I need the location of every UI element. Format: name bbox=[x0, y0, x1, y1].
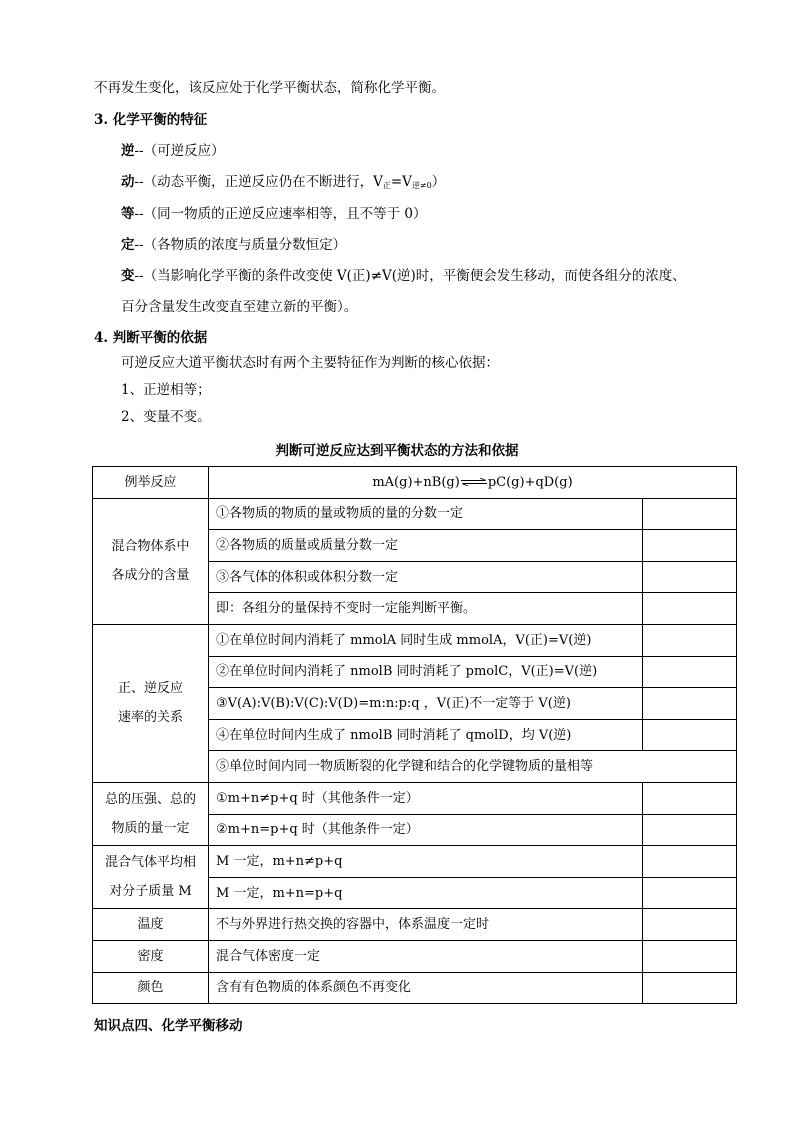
blank-cell bbox=[643, 877, 737, 909]
header-label: 例举反应 bbox=[93, 467, 209, 499]
table-row bbox=[93, 624, 737, 656]
subscript-reverse: 逆≠0 bbox=[411, 181, 432, 190]
blank-cell bbox=[643, 972, 737, 1004]
table-row bbox=[93, 940, 737, 972]
subscript-forward: 正 bbox=[382, 181, 391, 190]
criterion-cell: 不与外界进行热交换的容器中，体系温度一定时 bbox=[209, 909, 643, 941]
reversible-arrow-icon bbox=[461, 478, 487, 486]
criterion-cell: ①在单位时间内消耗了 mmolA 同时生成 mmolA，V(正)=V(逆) bbox=[209, 624, 643, 656]
blank-cell bbox=[643, 814, 737, 846]
criterion-cell: ②m+n=p+q 时（其他条件一定） bbox=[209, 814, 643, 846]
category-density: 密度 bbox=[93, 940, 209, 972]
feature-text: --（可逆反应） bbox=[134, 143, 225, 159]
category-line: 混合物体系中 bbox=[111, 539, 190, 555]
table-title: 判断可逆反应达到平衡状态的方法和依据 bbox=[275, 443, 519, 459]
criterion-cell: ①各物质的物质的量或物质的量的分数一定 bbox=[209, 498, 643, 530]
feature-text-mid: =V bbox=[390, 174, 412, 190]
header-reaction bbox=[209, 467, 737, 499]
category-rates bbox=[93, 624, 209, 782]
section-next-heading: 知识点四、化学平衡移动 bbox=[94, 1018, 243, 1034]
feature-text-tail: ） bbox=[431, 174, 446, 190]
criterion-cell: ②在单位时间内消耗了 nmolB 同时消耗了 pmolC，V(正)=V(逆) bbox=[209, 656, 643, 688]
feature-change-continuation: 百分含量发生改变直至建立新的平衡）。 bbox=[121, 299, 358, 315]
category-line: 各成分的含量 bbox=[111, 568, 190, 584]
feature-key: 定 bbox=[121, 237, 135, 253]
criterion-cell: ③V(A):V(B):V(C):V(D)=m:n:p:q ，V(正)不一定等于 V(逆) bbox=[209, 688, 643, 720]
blank-cell bbox=[643, 624, 737, 656]
feature-key: 动 bbox=[121, 174, 135, 190]
criterion-cell: ①m+n≠p+q 时（其他条件一定） bbox=[209, 782, 643, 814]
table-row bbox=[93, 972, 737, 1004]
table-row bbox=[93, 909, 737, 941]
category-line: 对分子质量 M bbox=[109, 884, 192, 900]
criterion-cell: M 一定，m+n≠p+q bbox=[209, 846, 643, 878]
blank-cell bbox=[643, 846, 737, 878]
table-row bbox=[93, 498, 737, 530]
equilibrium-criteria-table bbox=[92, 466, 737, 1004]
feature-equal bbox=[121, 205, 427, 223]
category-color: 颜色 bbox=[93, 972, 209, 1004]
feature-reversible bbox=[121, 142, 225, 160]
feature-constant bbox=[121, 236, 346, 254]
section3-heading: 3. 化学平衡的特征 bbox=[94, 112, 208, 128]
category-temperature: 温度 bbox=[93, 909, 209, 941]
blank-cell bbox=[643, 909, 737, 941]
criterion-cell: 即：各组分的量保持不变时一定能判断平衡。 bbox=[209, 593, 643, 625]
blank-cell bbox=[643, 688, 737, 720]
feature-text: --（同一物质的正逆反应速率相等，且不等于 0） bbox=[134, 206, 427, 222]
criterion-cell: ⑤单位时间内同一物质断裂的化学键和结合的化学键物质的量相等 bbox=[209, 751, 737, 783]
criterion-cell: ④在单位时间内生成了 nmolB 同时消耗了 qmolD，均 V(逆) bbox=[209, 719, 643, 751]
intro-line: 不再发生变化，该反应处于化学平衡状态，简称化学平衡。 bbox=[94, 80, 445, 96]
feature-text: --（当影响化学平衡的条件改变使 V(正)≠V(逆)时，平衡便会发生移动，而使各组分的浓度、 bbox=[134, 268, 686, 284]
blank-cell bbox=[643, 782, 737, 814]
criterion-cell: 含有有色物质的体系颜色不再变化 bbox=[209, 972, 643, 1004]
feature-text: --（各物质的浓度与质量分数恒定） bbox=[134, 237, 347, 253]
blank-cell bbox=[643, 561, 737, 593]
criterion-cell: ②各物质的质量或质量分数一定 bbox=[209, 530, 643, 562]
blank-cell bbox=[643, 530, 737, 562]
feature-change bbox=[121, 267, 686, 285]
blank-cell bbox=[643, 656, 737, 688]
section4-intro: 可逆反应大道平衡状态时有两个主要特征作为判断的核心依据： bbox=[121, 355, 499, 371]
blank-cell bbox=[643, 719, 737, 751]
table-row bbox=[93, 467, 737, 499]
feature-text: --（动态平衡，正逆反应仍在不断进行，V bbox=[134, 174, 383, 190]
feature-key: 逆 bbox=[121, 143, 135, 159]
table-row bbox=[93, 846, 737, 878]
blank-cell bbox=[643, 940, 737, 972]
section4-point-2: 2、变量不变。 bbox=[121, 409, 211, 425]
section4-heading: 4. 判断平衡的依据 bbox=[94, 330, 208, 346]
category-molar-mass bbox=[93, 846, 209, 909]
category-line: 速率的关系 bbox=[117, 710, 183, 726]
reaction-left: mA(g)+nB(g) bbox=[372, 474, 460, 490]
feature-key: 变 bbox=[121, 268, 135, 284]
category-line: 物质的量一定 bbox=[111, 821, 190, 837]
category-pressure bbox=[93, 782, 209, 845]
feature-dynamic bbox=[121, 173, 445, 195]
table-row bbox=[93, 782, 737, 814]
category-line: 正、逆反应 bbox=[117, 681, 183, 697]
criterion-cell: ③各气体的体积或体积分数一定 bbox=[209, 561, 643, 593]
section4-point-1: 1、正逆相等； bbox=[121, 382, 211, 398]
feature-key: 等 bbox=[121, 206, 135, 222]
criterion-cell: M 一定，m+n=p+q bbox=[209, 877, 643, 909]
category-line: 混合气体平均相 bbox=[104, 855, 196, 871]
blank-cell bbox=[643, 498, 737, 530]
blank-cell bbox=[643, 593, 737, 625]
category-content bbox=[93, 498, 209, 624]
category-line: 总的压强、总的 bbox=[104, 792, 196, 808]
criterion-cell: 混合气体密度一定 bbox=[209, 940, 643, 972]
reaction-right: pC(g)+qD(g) bbox=[487, 474, 573, 490]
